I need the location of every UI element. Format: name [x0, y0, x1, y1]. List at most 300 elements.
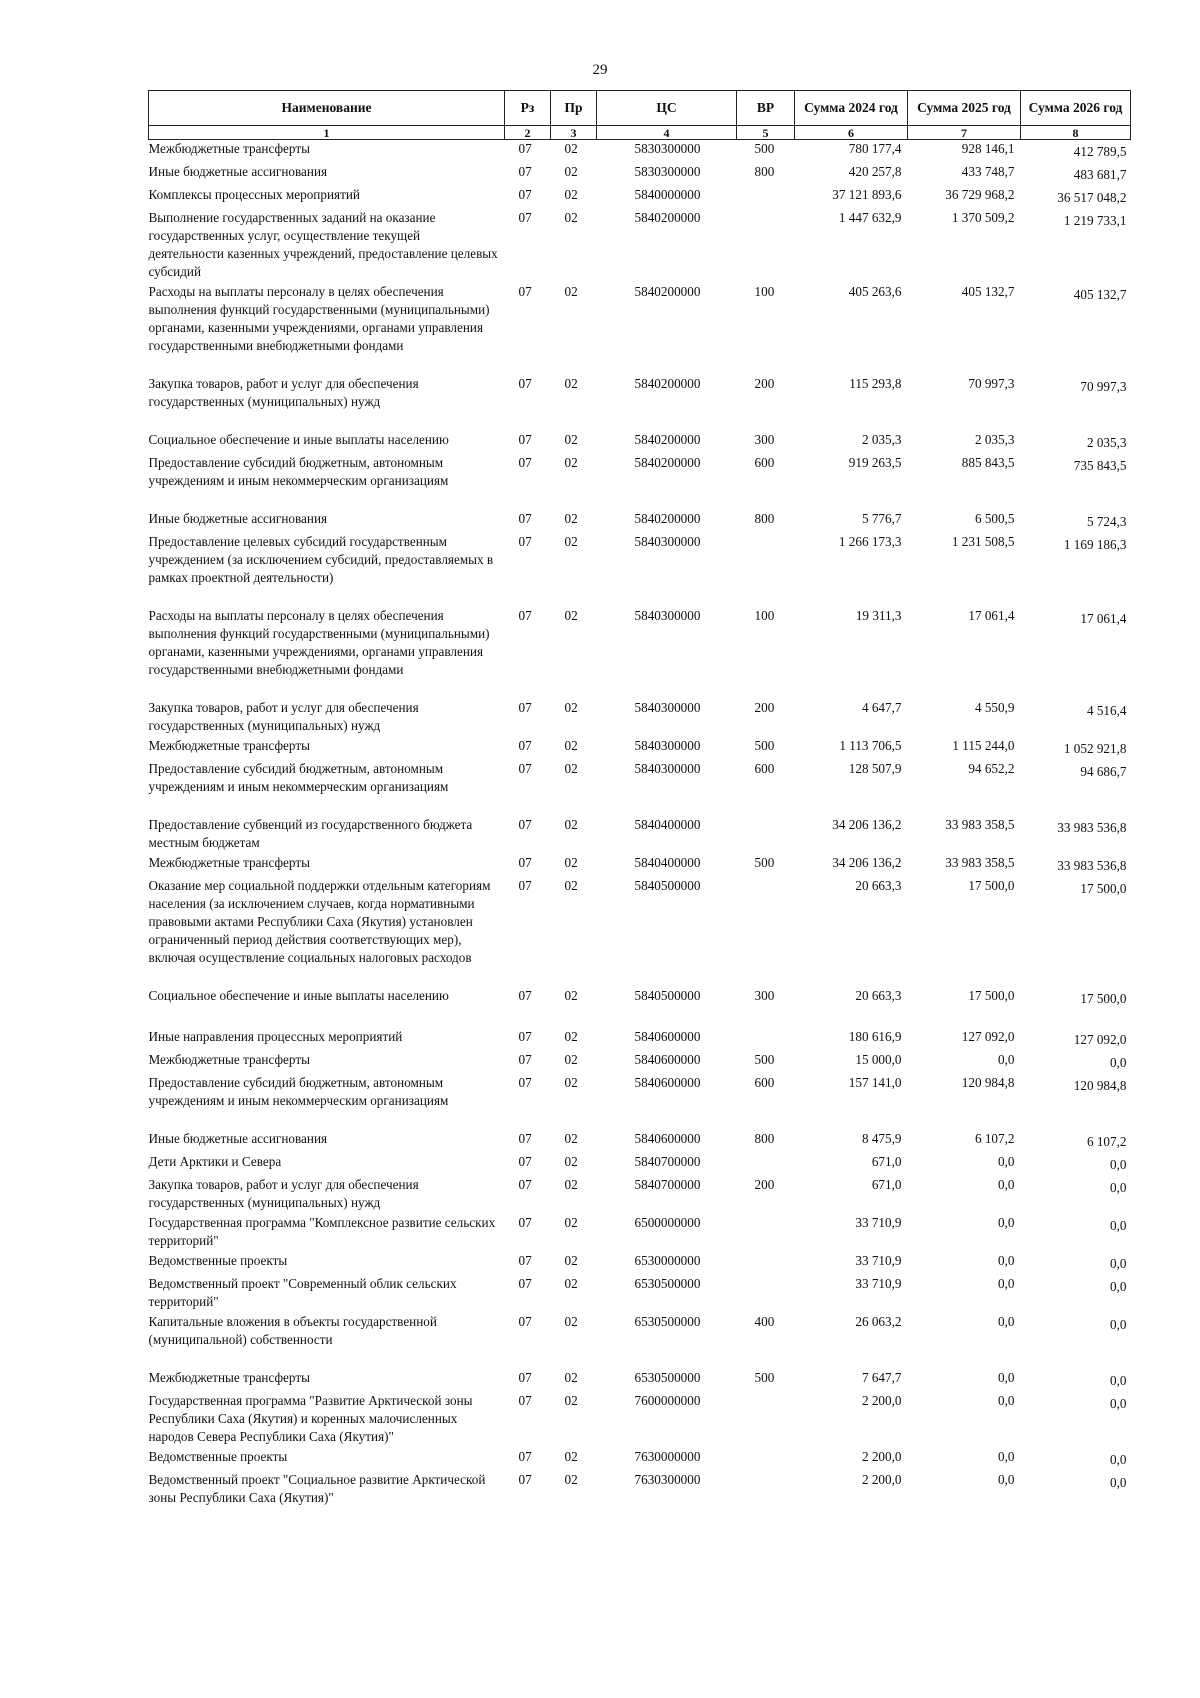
row-vr: 300 — [754, 432, 775, 447]
row-vr — [737, 1028, 795, 1051]
row-sum-2026: 0,0 — [1110, 1373, 1127, 1388]
row-rz: 07 — [518, 1314, 532, 1329]
row-rz: 07 — [518, 511, 532, 526]
row-rz: 07 — [518, 988, 532, 1003]
row-sum-2024: 157 141,0 — [848, 1075, 902, 1090]
row-sum-2024: 5 776,7 — [861, 511, 902, 526]
row-vr: 500 — [754, 738, 775, 753]
row-sum-2025: 4 550,9 — [974, 700, 1015, 715]
row-vr: 600 — [754, 455, 775, 470]
row-sum-2026: 1 169 186,3 — [1063, 537, 1127, 552]
table-row — [149, 510, 1131, 533]
row-pr: 02 — [564, 164, 578, 179]
table-row — [149, 186, 1131, 209]
row-sum-2026: 17 500,0 — [1080, 991, 1127, 1006]
row-rz: 07 — [518, 376, 532, 391]
row-name: Комплексы процессных мероприятий — [148, 187, 360, 202]
table-row — [149, 140, 1131, 164]
row-sum-2024: 128 507,9 — [848, 761, 902, 776]
row-sum-2025: 0,0 — [998, 1393, 1015, 1408]
budget-table — [148, 90, 1131, 1509]
row-rz: 07 — [518, 210, 532, 225]
row-sum-2026: 127 092,0 — [1073, 1032, 1127, 1047]
row-sum-2026: 0,0 — [1110, 1396, 1127, 1411]
row-sum-2025: 433 748,7 — [961, 164, 1015, 179]
table-row — [149, 209, 1131, 283]
row-sum-2024: 33 710,9 — [855, 1276, 902, 1291]
table-row — [149, 854, 1131, 877]
row-name: Ведомственные проекты — [148, 1449, 288, 1464]
row-vr — [737, 1252, 795, 1275]
row-name: Межбюджетные трансферты — [148, 855, 310, 870]
row-pr: 02 — [564, 1215, 578, 1230]
row-sum-2025: 17 500,0 — [968, 988, 1015, 1003]
row-pr: 02 — [564, 187, 578, 202]
row-name: Межбюджетные трансферты — [148, 141, 310, 156]
row-rz: 07 — [518, 1215, 532, 1230]
row-name: Предоставление субсидий бюджетным, автономным учреждениям и иным некоммерческим организациям — [148, 761, 449, 794]
row-sum-2024: 4 647,7 — [861, 700, 902, 715]
header-name: Наименование — [149, 91, 505, 126]
table-row — [149, 1471, 1131, 1509]
row-sum-2024: 19 311,3 — [855, 608, 902, 623]
row-cs: 5840000000 — [634, 187, 701, 202]
row-name: Социальное обеспечение и иные выплаты населению — [148, 988, 449, 1003]
header-sum-2026: Сумма 2026 год — [1021, 91, 1131, 126]
row-pr: 02 — [564, 1314, 578, 1329]
table-row — [149, 1130, 1131, 1153]
row-vr: 800 — [754, 511, 775, 526]
row-vr — [737, 1471, 795, 1509]
row-sum-2025: 94 652,2 — [968, 761, 1015, 776]
row-name: Предоставление субсидий бюджетным, автономным учреждениям и иным некоммерческим организациям — [148, 1075, 449, 1108]
table-row — [149, 375, 1131, 431]
row-vr: 400 — [754, 1314, 775, 1329]
row-cs: 5840300000 — [634, 761, 701, 776]
row-cs: 5840300000 — [634, 534, 701, 549]
row-sum-2025: 0,0 — [998, 1253, 1015, 1268]
row-cs: 7600000000 — [634, 1393, 701, 1408]
row-rz: 07 — [518, 855, 532, 870]
row-sum-2026: 70 997,3 — [1080, 379, 1127, 394]
table-row — [149, 760, 1131, 816]
row-rz: 07 — [518, 738, 532, 753]
row-sum-2025: 33 983 358,5 — [945, 817, 1015, 832]
row-sum-2026: 2 035,3 — [1086, 435, 1127, 450]
row-pr: 02 — [564, 817, 578, 832]
row-pr: 02 — [564, 1370, 578, 1385]
row-cs: 5840200000 — [634, 432, 701, 447]
row-vr: 600 — [754, 761, 775, 776]
row-sum-2024: 2 200,0 — [861, 1393, 902, 1408]
row-sum-2026: 0,0 — [1110, 1157, 1127, 1172]
row-cs: 5840600000 — [634, 1131, 701, 1146]
row-vr — [737, 1153, 795, 1176]
row-name: Предоставление субсидий бюджетным, автономным учреждениям и иным некоммерческим организациям — [148, 455, 449, 488]
row-rz: 07 — [518, 1154, 532, 1169]
row-vr: 800 — [754, 1131, 775, 1146]
row-sum-2025: 33 983 358,5 — [945, 855, 1015, 870]
row-sum-2025: 0,0 — [998, 1215, 1015, 1230]
column-number: 7 — [908, 126, 1021, 140]
row-rz: 07 — [518, 1253, 532, 1268]
row-pr: 02 — [564, 1029, 578, 1044]
row-vr: 800 — [754, 164, 775, 179]
row-sum-2024: 671,0 — [871, 1154, 902, 1169]
row-sum-2026: 0,0 — [1110, 1452, 1127, 1467]
row-cs: 5840600000 — [634, 1029, 701, 1044]
row-sum-2026: 0,0 — [1110, 1256, 1127, 1271]
table-row — [149, 737, 1131, 760]
row-sum-2025: 0,0 — [998, 1177, 1015, 1192]
row-pr: 02 — [564, 284, 578, 299]
row-pr: 02 — [564, 376, 578, 391]
row-name: Закупка товаров, работ и услуг для обеспечения государственных (муниципальных) нужд — [148, 376, 419, 409]
table-row — [149, 1313, 1131, 1369]
row-sum-2024: 1 113 706,5 — [839, 738, 902, 753]
row-rz: 07 — [518, 141, 532, 156]
row-sum-2024: 20 663,3 — [855, 878, 902, 893]
row-sum-2024: 780 177,4 — [848, 141, 902, 156]
row-vr: 200 — [754, 1177, 775, 1192]
row-cs: 5840300000 — [634, 738, 701, 753]
row-sum-2026: 0,0 — [1110, 1218, 1127, 1233]
table-row — [149, 1448, 1131, 1471]
row-pr: 02 — [564, 1177, 578, 1192]
row-sum-2026: 0,0 — [1110, 1180, 1127, 1195]
row-cs: 6530500000 — [634, 1314, 701, 1329]
row-rz: 07 — [518, 1370, 532, 1385]
row-sum-2025: 2 035,3 — [974, 432, 1015, 447]
row-name: Закупка товаров, работ и услуг для обеспечения государственных (муниципальных) нужд — [148, 1177, 419, 1210]
row-sum-2025: 1 370 509,2 — [951, 210, 1015, 225]
row-cs: 5840700000 — [634, 1177, 701, 1192]
row-vr: 600 — [754, 1075, 775, 1090]
row-cs: 6530000000 — [634, 1253, 701, 1268]
row-sum-2026: 5 724,3 — [1086, 514, 1127, 529]
row-name: Государственная программа "Комплексное развитие сельских территорий" — [148, 1215, 496, 1248]
row-rz: 07 — [518, 1075, 532, 1090]
row-cs: 5840200000 — [634, 455, 701, 470]
row-sum-2026: 120 984,8 — [1073, 1078, 1127, 1093]
row-name: Ведомственный проект "Современный облик сельских территорий" — [148, 1276, 457, 1309]
row-sum-2024: 37 121 893,6 — [832, 187, 902, 202]
row-rz: 07 — [518, 1472, 532, 1487]
row-pr: 02 — [564, 738, 578, 753]
row-sum-2024: 33 710,9 — [855, 1253, 902, 1268]
column-number: 4 — [597, 126, 737, 140]
row-name: Ведомственные проекты — [148, 1253, 288, 1268]
row-cs: 5840400000 — [634, 817, 701, 832]
row-vr: 300 — [754, 988, 775, 1003]
table-row — [149, 431, 1131, 454]
row-sum-2025: 0,0 — [998, 1449, 1015, 1464]
column-number: 6 — [795, 126, 908, 140]
row-sum-2024: 34 206 136,2 — [832, 855, 902, 870]
row-cs: 5840600000 — [634, 1052, 701, 1067]
row-rz: 07 — [518, 534, 532, 549]
table-row — [149, 283, 1131, 375]
row-sum-2024: 7 647,7 — [861, 1370, 902, 1385]
row-rz: 07 — [518, 187, 532, 202]
row-vr — [737, 209, 795, 283]
row-cs: 5840200000 — [634, 511, 701, 526]
row-vr — [737, 533, 795, 607]
row-sum-2024: 15 000,0 — [855, 1052, 902, 1067]
row-cs: 5840200000 — [634, 376, 701, 391]
row-vr: 100 — [754, 608, 775, 623]
row-pr: 02 — [564, 700, 578, 715]
row-vr — [737, 186, 795, 209]
row-pr: 02 — [564, 1154, 578, 1169]
table-row — [149, 877, 1131, 987]
row-sum-2024: 2 200,0 — [861, 1449, 902, 1464]
row-pr: 02 — [564, 855, 578, 870]
row-sum-2026: 6 107,2 — [1086, 1134, 1127, 1149]
row-sum-2025: 0,0 — [998, 1370, 1015, 1385]
row-name: Закупка товаров, работ и услуг для обеспечения государственных (муниципальных) нужд — [148, 700, 419, 733]
table-header — [149, 91, 1131, 126]
row-rz: 07 — [518, 1393, 532, 1408]
row-vr: 500 — [754, 1370, 775, 1385]
row-rz: 07 — [518, 455, 532, 470]
row-vr: 500 — [754, 141, 775, 156]
row-cs: 6530500000 — [634, 1370, 701, 1385]
row-rz: 07 — [518, 432, 532, 447]
row-sum-2024: 8 475,9 — [861, 1131, 902, 1146]
row-pr: 02 — [564, 1131, 578, 1146]
table-row — [149, 1252, 1131, 1275]
row-sum-2025: 885 843,5 — [961, 455, 1015, 470]
row-name: Межбюджетные трансферты — [148, 738, 310, 753]
row-name: Иные направления процессных мероприятий — [148, 1029, 403, 1044]
row-sum-2025: 36 729 968,2 — [945, 187, 1015, 202]
row-sum-2024: 2 035,3 — [861, 432, 902, 447]
row-name: Предоставление целевых субсидий государственным учреждением (за исключением субсидий, предоставляемых в рамках проектной деятельности) — [148, 534, 494, 585]
row-pr: 02 — [564, 1472, 578, 1487]
column-number: 3 — [551, 126, 597, 140]
page-number: 29 — [592, 62, 608, 78]
row-sum-2025: 120 984,8 — [961, 1075, 1015, 1090]
column-number: 8 — [1021, 126, 1131, 140]
row-name: Государственная программа "Развитие Арктической зоны Республики Саха (Якутия) и коренных малочисленных народов Севера Республики Саха (Якутия)" — [148, 1393, 473, 1444]
row-rz: 07 — [518, 817, 532, 832]
row-pr: 02 — [564, 1449, 578, 1464]
table-row — [149, 1369, 1131, 1392]
row-sum-2025: 1 115 244,0 — [952, 738, 1015, 753]
row-name: Капитальные вложения в объекты государственной (муниципальной) собственности — [148, 1314, 437, 1347]
table-row — [149, 1392, 1131, 1448]
row-sum-2025: 6 500,5 — [974, 511, 1015, 526]
row-sum-2026: 1 219 733,1 — [1063, 213, 1127, 228]
row-pr: 02 — [564, 608, 578, 623]
header-sum-2025: Сумма 2025 год — [908, 91, 1021, 126]
row-vr — [737, 1448, 795, 1471]
row-pr: 02 — [564, 761, 578, 776]
row-sum-2026: 0,0 — [1110, 1317, 1127, 1332]
row-pr: 02 — [564, 210, 578, 225]
row-vr: 100 — [754, 284, 775, 299]
header-vr: ВР — [737, 91, 795, 126]
row-rz: 07 — [518, 1449, 532, 1464]
row-cs: 5840700000 — [634, 1154, 701, 1169]
table-row — [149, 1028, 1131, 1051]
row-cs: 5830300000 — [634, 141, 701, 156]
row-rz: 07 — [518, 700, 532, 715]
row-sum-2026: 483 681,7 — [1073, 167, 1127, 182]
row-pr: 02 — [564, 511, 578, 526]
row-vr — [737, 816, 795, 854]
row-sum-2026: 0,0 — [1110, 1475, 1127, 1490]
column-number: 5 — [737, 126, 795, 140]
row-sum-2025: 70 997,3 — [968, 376, 1015, 391]
table-row — [149, 699, 1131, 737]
row-cs: 6500000000 — [634, 1215, 701, 1230]
column-number-row — [149, 126, 1131, 140]
row-sum-2026: 0,0 — [1110, 1055, 1127, 1070]
row-name: Выполнение государственных заданий на оказание государственных услуг, осуществление текущей деятельности казенных учреждений, предоставление целевых субсидий — [148, 210, 498, 279]
row-sum-2024: 26 063,2 — [855, 1314, 902, 1329]
row-name: Социальное обеспечение и иные выплаты населению — [148, 432, 449, 447]
row-sum-2025: 0,0 — [998, 1472, 1015, 1487]
row-sum-2024: 115 293,8 — [849, 376, 902, 391]
row-vr: 500 — [754, 855, 775, 870]
row-sum-2026: 17 500,0 — [1080, 881, 1127, 896]
column-number: 1 — [149, 126, 505, 140]
row-sum-2024: 1 447 632,9 — [838, 210, 902, 225]
table-row — [149, 1153, 1131, 1176]
row-sum-2026: 1 052 921,8 — [1063, 741, 1127, 756]
row-vr: 200 — [754, 700, 775, 715]
row-sum-2026: 4 516,4 — [1086, 703, 1127, 718]
row-sum-2026: 17 061,4 — [1080, 611, 1127, 626]
row-sum-2024: 919 263,5 — [848, 455, 902, 470]
row-sum-2025: 17 500,0 — [968, 878, 1015, 893]
row-rz: 07 — [518, 761, 532, 776]
row-name: Дети Арктики и Севера — [148, 1154, 282, 1169]
row-sum-2025: 17 061,4 — [968, 608, 1015, 623]
row-pr: 02 — [564, 988, 578, 1003]
row-rz: 07 — [518, 1177, 532, 1192]
row-sum-2026: 405 132,7 — [1073, 287, 1127, 302]
row-name: Ведомственный проект "Социальное развитие Арктической зоны Республики Саха (Якутия)" — [148, 1472, 486, 1505]
row-pr: 02 — [564, 432, 578, 447]
row-vr — [737, 1214, 795, 1252]
row-rz: 07 — [518, 284, 532, 299]
row-sum-2025: 928 146,1 — [961, 141, 1015, 156]
row-rz: 07 — [518, 878, 532, 893]
row-pr: 02 — [564, 1276, 578, 1291]
row-rz: 07 — [518, 1052, 532, 1067]
row-sum-2026: 94 686,7 — [1080, 764, 1127, 779]
row-sum-2025: 0,0 — [998, 1052, 1015, 1067]
row-name: Иные бюджетные ассигнования — [148, 1131, 328, 1146]
row-sum-2026: 36 517 048,2 — [1057, 190, 1127, 205]
row-cs: 5840500000 — [634, 878, 701, 893]
header-rz: Рз — [505, 91, 551, 126]
header-pr: Пр — [551, 91, 597, 126]
row-sum-2026: 412 789,5 — [1073, 144, 1127, 159]
row-sum-2025: 0,0 — [998, 1314, 1015, 1329]
table-row — [149, 1176, 1131, 1214]
row-name: Иные бюджетные ассигнования — [148, 164, 328, 179]
row-sum-2025: 0,0 — [998, 1276, 1015, 1291]
row-sum-2024: 671,0 — [871, 1177, 902, 1192]
row-sum-2024: 20 663,3 — [855, 988, 902, 1003]
row-sum-2024: 2 200,0 — [861, 1472, 902, 1487]
row-vr — [737, 1275, 795, 1313]
row-cs: 5840200000 — [634, 284, 701, 299]
row-cs: 6530500000 — [634, 1276, 701, 1291]
row-name: Иные бюджетные ассигнования — [148, 511, 328, 526]
row-pr: 02 — [564, 534, 578, 549]
row-vr: 500 — [754, 1052, 775, 1067]
row-cs: 5840300000 — [634, 700, 701, 715]
row-rz: 07 — [518, 1276, 532, 1291]
header-sum-2024: Сумма 2024 год — [795, 91, 908, 126]
row-cs: 7630000000 — [634, 1449, 701, 1464]
row-rz: 07 — [518, 164, 532, 179]
table-row — [149, 1214, 1131, 1252]
row-sum-2025: 1 231 508,5 — [951, 534, 1015, 549]
row-cs: 5840200000 — [634, 210, 701, 225]
row-cs: 5830300000 — [634, 164, 701, 179]
row-sum-2024: 34 206 136,2 — [832, 817, 902, 832]
row-pr: 02 — [564, 141, 578, 156]
table-row — [149, 1275, 1131, 1313]
row-rz: 07 — [518, 608, 532, 623]
row-cs: 7630300000 — [634, 1472, 701, 1487]
table-row — [149, 163, 1131, 186]
row-pr: 02 — [564, 455, 578, 470]
table-row — [149, 816, 1131, 854]
row-vr — [737, 877, 795, 987]
row-pr: 02 — [564, 1052, 578, 1067]
row-sum-2025: 127 092,0 — [961, 1029, 1015, 1044]
row-pr: 02 — [564, 1253, 578, 1268]
row-rz: 07 — [518, 1029, 532, 1044]
row-cs: 5840600000 — [634, 1075, 701, 1090]
table-row — [149, 607, 1131, 699]
row-sum-2026: 33 983 536,8 — [1057, 820, 1127, 835]
table-row — [149, 1051, 1131, 1074]
row-name: Расходы на выплаты персоналу в целях обеспечения выполнения функций государственными (муниципальными) органами, казенными учреждениями, органами управления государственными внебюджетными фондами — [148, 608, 490, 677]
header-cs: ЦС — [597, 91, 737, 126]
row-sum-2024: 33 710,9 — [855, 1215, 902, 1230]
row-name: Предоставление субвенций из государственного бюджета местным бюджетам — [148, 817, 473, 850]
row-sum-2025: 6 107,2 — [974, 1131, 1015, 1146]
table-row — [149, 454, 1131, 510]
row-name: Межбюджетные трансферты — [148, 1052, 310, 1067]
row-vr — [737, 1392, 795, 1448]
row-cs: 5840500000 — [634, 988, 701, 1003]
row-sum-2026: 0,0 — [1110, 1279, 1127, 1294]
row-sum-2026: 33 983 536,8 — [1057, 858, 1127, 873]
row-name: Межбюджетные трансферты — [148, 1370, 310, 1385]
row-cs: 5840400000 — [634, 855, 701, 870]
row-name: Расходы на выплаты персоналу в целях обеспечения выполнения функций государственными (муниципальными) органами, казенными учреждениями, органами управления государственными внебюджетными фондами — [148, 284, 490, 353]
column-number: 2 — [505, 126, 551, 140]
row-pr: 02 — [564, 1075, 578, 1090]
row-pr: 02 — [564, 1393, 578, 1408]
row-name: Оказание мер социальной поддержки отдельным категориям населения (за исключением случаев, когда нормативными правовыми актами Республики Саха (Якутия) установлен ограниченный период действия соответствующих мер), включая осуществление социальных налоговых расходов — [148, 878, 491, 965]
table-row — [149, 1074, 1131, 1130]
row-sum-2025: 0,0 — [998, 1154, 1015, 1169]
row-sum-2024: 1 266 173,3 — [838, 534, 902, 549]
row-sum-2024: 420 257,8 — [848, 164, 902, 179]
row-sum-2024: 405 263,6 — [848, 284, 902, 299]
row-sum-2026: 735 843,5 — [1073, 458, 1127, 473]
